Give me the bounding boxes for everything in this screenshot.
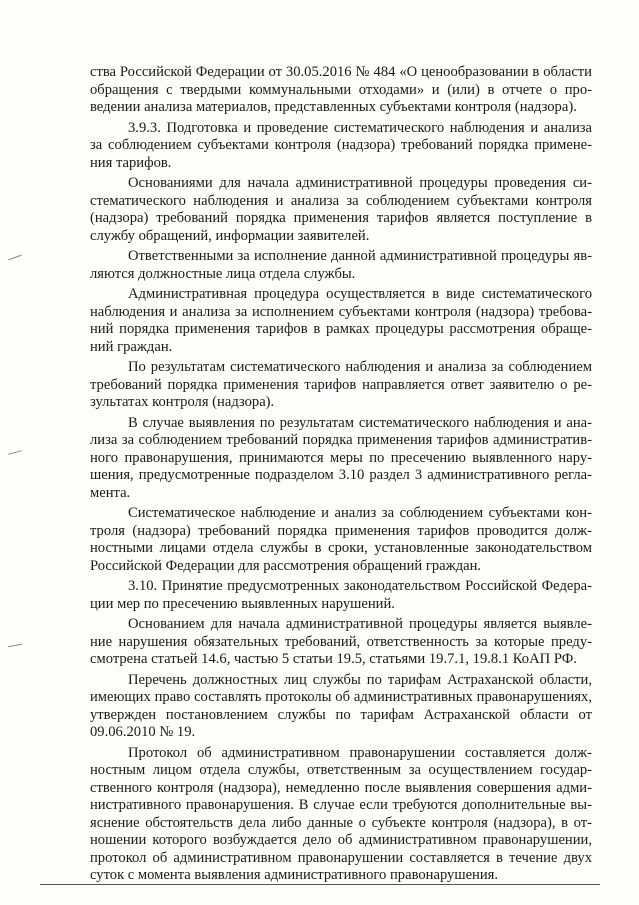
- bottom-divider: [40, 884, 600, 885]
- paragraph-5: Административная процедура осуществляется в виде систематического наблюдения и анализа за исполнением субъектами контроля (надзора) требований порядка применения тарифов в рамках процедуры рассмотрения обращений граждан.: [90, 286, 592, 355]
- paragraph-12: Протокол об административном правонарушении составляется должностным лицом отдела службы, ответственным за осуществлением государственного контроля (надзора), немедленно после выявления совершения административного правонарушения. В случае если требуются дополнительные выяснение обстоятельств дела либо данные о субъекте контроля (надзора), в отношении которого возбуждается дело об административном правонарушении, протокол об административном правонарушении составляется в течение двух суток с момента выявления административного правонарушения.: [90, 744, 592, 883]
- paragraph-1: ства Российской Федерации от 30.05.2016 № 484 «О ценообразовании в области обращения с твердыми коммунальными отходами» и (или) в отчете о проведении анализа материалов, представленных субъектами контроля (надзора).: [90, 64, 592, 115]
- document-body: [90, 64, 592, 888]
- paragraph-7: В случае выявления по результатам систематического наблюдения и анализа за соблюдением требований порядка применения тарифов административного правонарушения, принимаются меры по пресечению выявленного нарушения, предусмотренные подразделом 3.10 раздел 3 административного регламента.: [90, 414, 592, 501]
- scan-mark-3: [8, 644, 22, 647]
- paragraph-10: Основанием для начала административной процедуры является выявление нарушения обязательных требований, ответственность за которые предусмотрена статьей 14.6, частью 5 статьи 19.5, статьями 19.7.1, 19.8.1 КоАП РФ.: [90, 616, 592, 667]
- scan-mark-1: [8, 255, 21, 261]
- paragraph-4: Ответственными за исполнение данной административной процедуры являются должностные лица отдела службы.: [90, 248, 592, 282]
- paragraph-9: 3.10. Принятие предусмотренных законодательством Российской Федерации мер по пресечению выявленных нарушений.: [90, 578, 592, 612]
- paragraph-6: По результатам систематического наблюдения и анализа за соблюдением требований порядка применения тарифов направляется ответ заявителю о результатах контроля (надзора).: [90, 359, 592, 410]
- scan-mark-2: [8, 450, 22, 455]
- paragraph-2: 3.9.3. Подготовка и проведение систематического наблюдения и анализа за соблюдением субъектами контроля (надзора) требований порядка применения тарифов.: [90, 119, 592, 171]
- paragraph-3: Основаниями для начала административной процедуры проведения систематического наблюдения и анализа за соблюдением субъектами контроля (надзора) требований порядка применения тарифов является поступление в службу обращений, информации заявителей.: [90, 175, 592, 244]
- paragraph-11: Перечень должностных лиц службы по тарифам Астраханской области, имеющих право составлять протоколы об административных правонарушениях, утвержден постановлением службы по тарифам Астраханской области от 09.06.2010 № 19.: [90, 671, 592, 740]
- paragraph-8: Систематическое наблюдение и анализ за соблюдением субъектами контроля (надзора) требований порядка применения тарифов проводится должностными лицами отдела службы в сроки, установленные законодательством Российской Федерации для рассмотрения обращений граждан.: [90, 505, 592, 574]
